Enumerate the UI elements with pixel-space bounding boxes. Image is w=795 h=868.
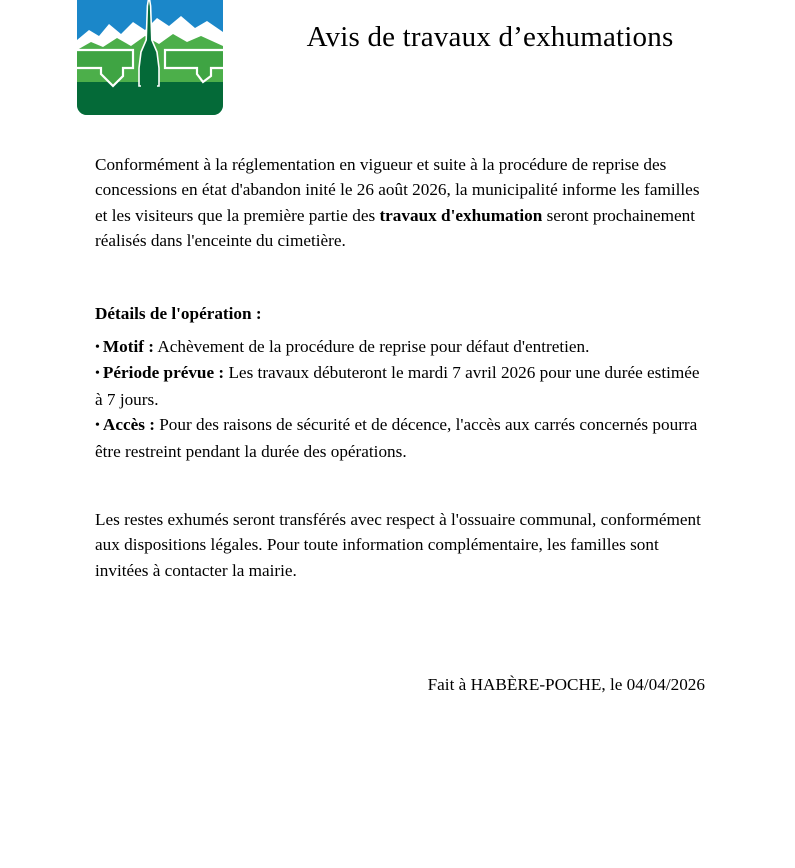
intro-line-1: Conformément à la réglementation en vigueur et suite à la procédure de reprise: [95, 155, 640, 174]
spacer-before-bullets: [95, 326, 705, 334]
document-header: [0, 0, 795, 125]
signature-line: Fait à HABÈRE-POCHE, le 04/04/2026: [427, 675, 705, 694]
list-item: [95, 412, 705, 464]
list-item-label: Période prévue :: [102, 363, 225, 383]
commune-crest-logo: [77, 0, 223, 115]
details-heading: Détails de l'opération :: [95, 303, 262, 323]
list-item-continuation: pourra être restreint pendant la durée des opérations.: [95, 415, 698, 461]
crest-artwork: [77, 0, 223, 115]
bullet-icon: •: [95, 340, 100, 356]
closing-line-1: Les restes exhumés seront transférés avec respect à l'ossuaire communal,: [95, 510, 597, 530]
intro-line-3-prefix: les familles et les visiteurs que la première partie des: [95, 180, 700, 225]
list-item-text: Pour des raisons de sécurité et de décence, l'accès aux carrés concernés: [154, 415, 649, 435]
details-list: [95, 334, 705, 464]
closing-line-3: les familles sont invitées à contacter la mairie.: [95, 535, 659, 580]
closing-paragraph: [95, 507, 705, 583]
intro-line-2: des concessions en état d'abandon inité le 26 août 2026, la municipalité informe: [95, 155, 667, 200]
list-item-text: Achèvement de la procédure de reprise pour défaut d'entretien.: [153, 337, 590, 357]
document-body: [95, 152, 705, 583]
list-item-label: Motif :: [102, 337, 154, 357]
spacer-before-closing: [95, 464, 705, 507]
bullet-icon: •: [95, 418, 100, 434]
spacer-after-intro: [95, 254, 705, 301]
intro-paragraph: [95, 152, 705, 254]
list-item-label: Accès :: [102, 415, 155, 435]
list-item: [95, 360, 705, 412]
church-nave: [141, 68, 157, 98]
list-item: [95, 334, 705, 360]
bullet-icon: •: [95, 366, 100, 382]
intro-line-4: seront prochainement réalisés dans l'enceinte du cimetière.: [95, 205, 696, 251]
page-title: Avis de travaux d’exhumations: [306, 21, 674, 53]
intro-highlight-term: travaux d'exhumation: [379, 205, 543, 225]
list-item-text: Les travaux débuteront le mardi 7 avril 2026 pour une durée: [224, 363, 643, 383]
closing-line-2: conformément aux dispositions légales. Pour toute information complémentaire,: [95, 510, 701, 555]
list-item-continuation: estimée à 7 jours.: [95, 363, 700, 409]
